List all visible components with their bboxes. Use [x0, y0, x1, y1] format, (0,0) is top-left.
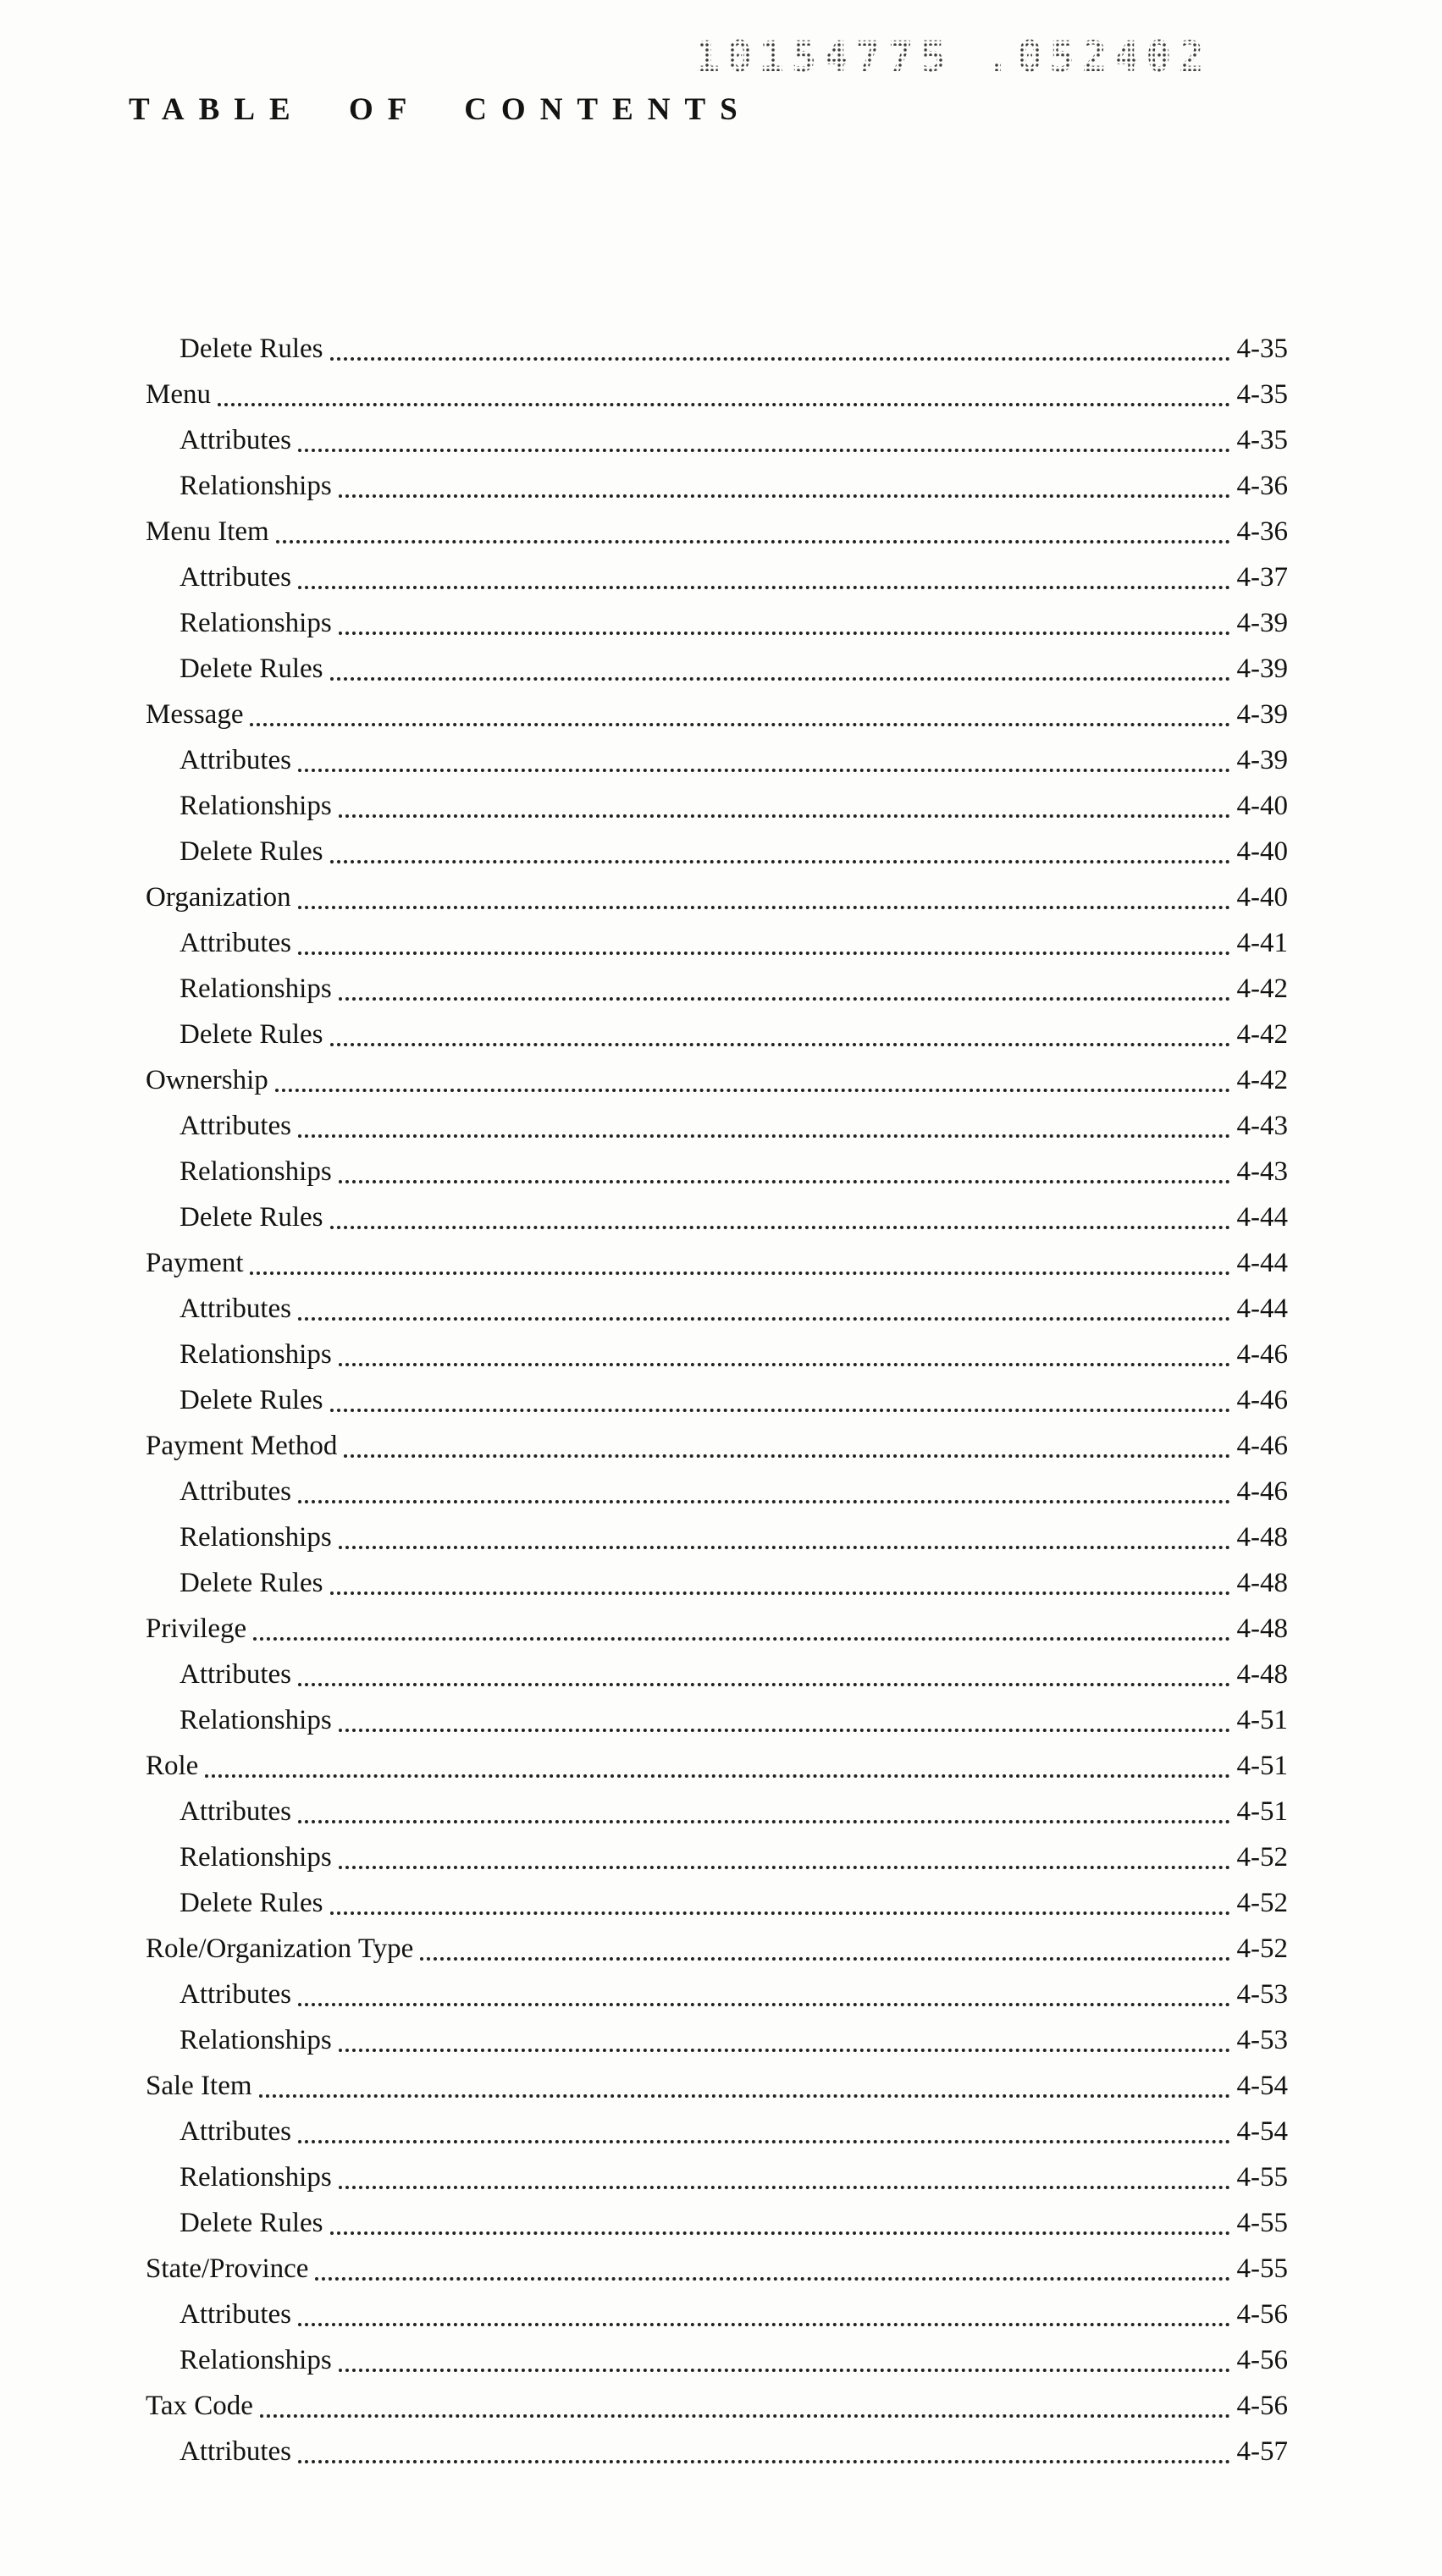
toc-entry-page: 4-46: [1236, 1476, 1288, 1507]
toc-leader-dots: [298, 2323, 1230, 2326]
toc-entry-label: Attributes: [180, 1659, 291, 1690]
toc-entry-page: 4-41: [1236, 928, 1288, 958]
toc-entry-label: Delete Rules: [180, 2208, 323, 2238]
toc-entry-page: 4-48: [1236, 1522, 1288, 1553]
toc-leader-dots: [339, 997, 1230, 1001]
toc-entry-label: Delete Rules: [180, 1202, 323, 1233]
toc-entry-page: 4-39: [1236, 654, 1288, 684]
toc-leader-dots: [298, 1683, 1230, 1686]
toc-entry-page: 4-55: [1236, 2208, 1288, 2238]
toc-entry-page: 4-56: [1236, 2345, 1288, 2375]
toc-entry-page: 4-40: [1236, 882, 1288, 913]
toc-entry-page: 4-46: [1236, 1385, 1288, 1415]
toc-entry: [146, 1880, 1288, 1926]
toc-entry: [146, 554, 1288, 600]
toc-leader-dots: [339, 1180, 1230, 1183]
patent-number-stamp: 10154775 .052402: [694, 32, 1406, 81]
toc-entry: [146, 1926, 1288, 1972]
toc-entry: [146, 2429, 1288, 2474]
toc-entry-label: Delete Rules: [180, 1019, 323, 1050]
toc-entry-page: 4-57: [1236, 2436, 1288, 2467]
toc-entry: [146, 1469, 1288, 1514]
toc-entry-label: Ownership: [146, 1065, 268, 1095]
toc-entry-label: Sale Item: [146, 2071, 252, 2101]
toc-entry-page: 4-40: [1236, 836, 1288, 867]
toc-leader-dots: [339, 2049, 1230, 2052]
toc-entry: [146, 920, 1288, 966]
toc-leader-dots: [298, 1134, 1230, 1138]
toc-entry: [146, 600, 1288, 646]
toc-entry-label: Attributes: [180, 1294, 291, 1324]
toc-entry-label: Menu Item: [146, 516, 269, 547]
toc-leader-dots: [298, 1820, 1230, 1823]
toc-entry: [146, 1834, 1288, 1880]
toc-entry-label: Attributes: [180, 425, 291, 455]
toc-entry-page: 4-44: [1236, 1294, 1288, 1324]
toc-entry: [146, 2337, 1288, 2383]
toc-entry-page: 4-39: [1236, 608, 1288, 638]
toc-entry-label: Relationships: [180, 1339, 332, 1370]
toc-entry: [146, 1012, 1288, 1057]
toc-leader-dots: [330, 2231, 1230, 2235]
toc-leader-dots: [330, 1911, 1230, 1915]
toc-entry: [146, 2246, 1288, 2292]
toc-leader-dots: [298, 1500, 1230, 1503]
toc-leader-dots: [298, 1317, 1230, 1321]
toc-leader-dots: [339, 1866, 1230, 1869]
toc-entry-page: 4-42: [1236, 1065, 1288, 1095]
toc-entry-page: 4-42: [1236, 1019, 1288, 1050]
toc-leader-dots: [339, 1363, 1230, 1366]
toc-entry-label: Privilege: [146, 1613, 247, 1644]
toc-leader-dots: [298, 2140, 1230, 2143]
toc-entry-page: 4-53: [1236, 1979, 1288, 2010]
toc-entry-page: 4-43: [1236, 1156, 1288, 1187]
toc-entry-page: 4-56: [1236, 2391, 1288, 2421]
toc-leader-dots: [276, 540, 1230, 543]
toc-entry-label: Attributes: [180, 2436, 291, 2467]
toc-entry-page: 4-48: [1236, 1659, 1288, 1690]
toc-entry: [146, 737, 1288, 783]
toc-entry: [146, 692, 1288, 737]
toc-entry-label: Relationships: [180, 974, 332, 1004]
toc-entry-page: 4-36: [1236, 516, 1288, 547]
toc-leader-dots: [298, 2460, 1230, 2463]
toc-leader-dots: [260, 2414, 1230, 2418]
toc-entry-label: Attributes: [180, 928, 291, 958]
toc-entry: [146, 1377, 1288, 1423]
toc-entry: [146, 463, 1288, 509]
toc-leader-dots: [339, 1546, 1230, 1549]
toc-leader-dots: [330, 1043, 1230, 1046]
toc-entry-page: 4-56: [1236, 2299, 1288, 2330]
toc-entry-label: Delete Rules: [180, 1385, 323, 1415]
toc-leader-dots: [259, 2094, 1230, 2098]
toc-entry: [146, 1743, 1288, 1789]
toc-leader-dots: [298, 449, 1230, 452]
toc-entry-label: Attributes: [180, 562, 291, 593]
toc-leader-dots: [315, 2277, 1229, 2281]
toc-entry-page: 4-54: [1236, 2116, 1288, 2147]
toc-entry-page: 4-44: [1236, 1248, 1288, 1278]
toc-entry-label: Attributes: [180, 1796, 291, 1827]
toc-entry-label: Relationships: [180, 1156, 332, 1187]
toc-entry: [146, 1194, 1288, 1240]
toc-entry-page: 4-46: [1236, 1339, 1288, 1370]
toc-entry: [146, 1697, 1288, 1743]
toc-entry-label: Relationships: [180, 791, 332, 821]
toc-entry: [146, 2154, 1288, 2200]
toc-entry: [146, 372, 1288, 417]
toc-entry-page: 4-52: [1236, 1888, 1288, 1918]
toc-entry-label: Relationships: [180, 608, 332, 638]
toc-entry-label: Relationships: [180, 2025, 332, 2055]
toc-leader-dots: [205, 1774, 1229, 1778]
toc-entry-label: Role: [146, 1751, 199, 1781]
toc-leader-dots: [339, 1729, 1230, 1732]
toc-entry-page: 4-43: [1236, 1111, 1288, 1141]
toc-leader-dots: [330, 1226, 1230, 1229]
toc-leader-dots: [344, 1454, 1229, 1458]
toc-entry-label: Organization: [146, 882, 291, 913]
toc-entry-label: Payment: [146, 1248, 244, 1278]
toc-entry-page: 4-51: [1236, 1796, 1288, 1827]
toc-leader-dots: [339, 2369, 1230, 2372]
toc-entry-label: Relationships: [180, 1705, 332, 1735]
toc-entry: [146, 646, 1288, 692]
toc-leader-dots: [330, 860, 1230, 863]
toc-entry: [146, 2017, 1288, 2063]
toc-entry-page: 4-44: [1236, 1202, 1288, 1233]
toc-entry: [146, 1103, 1288, 1149]
toc-leader-dots: [339, 494, 1230, 498]
toc-entry: [146, 1240, 1288, 1286]
toc-entry: [146, 2383, 1288, 2429]
toc-entry: [146, 966, 1288, 1012]
toc-entry: [146, 1514, 1288, 1560]
toc-entry-page: 4-52: [1236, 1933, 1288, 1964]
toc-entry: [146, 2109, 1288, 2154]
toc-entry-label: Tax Code: [146, 2391, 253, 2421]
toc-entry-label: Menu: [146, 379, 211, 410]
toc-entry: [146, 1057, 1288, 1103]
toc-entry: [146, 1972, 1288, 2017]
toc-entry-page: 4-53: [1236, 2025, 1288, 2055]
toc-entry-label: Message: [146, 699, 244, 730]
toc-entry-page: 4-35: [1236, 425, 1288, 455]
toc-entry-label: Relationships: [180, 2162, 332, 2193]
toc-leader-dots: [339, 814, 1230, 818]
toc-entry-label: Delete Rules: [180, 1568, 323, 1598]
toc-leader-dots: [275, 1089, 1230, 1092]
toc-entry: [146, 1332, 1288, 1377]
toc-entry-page: 4-55: [1236, 2253, 1288, 2284]
toc-entry-label: Delete Rules: [180, 836, 323, 867]
toc-entry-label: Attributes: [180, 1476, 291, 1507]
toc-leader-dots: [298, 586, 1230, 589]
toc-entry-label: Relationships: [180, 2345, 332, 2375]
toc-list: [146, 326, 1288, 2474]
toc-entry: [146, 1149, 1288, 1194]
toc-entry-page: 4-55: [1236, 2162, 1288, 2193]
toc-entry-label: Attributes: [180, 1979, 291, 2010]
toc-entry-label: Relationships: [180, 1522, 332, 1553]
toc-entry: [146, 829, 1288, 874]
toc-entry-label: Relationships: [180, 471, 332, 501]
toc-entry: [146, 2292, 1288, 2337]
toc-entry: [146, 417, 1288, 463]
toc-entry-label: Delete Rules: [180, 654, 323, 684]
toc-leader-dots: [339, 2186, 1230, 2189]
toc-entry-page: 4-48: [1236, 1613, 1288, 1644]
toc-entry-page: 4-42: [1236, 974, 1288, 1004]
toc-leader-dots: [253, 1637, 1229, 1641]
toc-entry-page: 4-39: [1236, 699, 1288, 730]
toc-leader-dots: [298, 2003, 1230, 2006]
toc-leader-dots: [330, 1591, 1230, 1595]
toc-leader-dots: [420, 1957, 1229, 1961]
page-title: TABLE OF CONTENTS: [129, 92, 752, 127]
toc-entry-page: 4-51: [1236, 1751, 1288, 1781]
toc-entry-page: 4-35: [1236, 334, 1288, 364]
toc-entry-label: Relationships: [180, 1842, 332, 1873]
toc-entry-label: Role/Organization Type: [146, 1933, 414, 1964]
toc-leader-dots: [250, 723, 1229, 726]
toc-entry: [146, 874, 1288, 920]
toc-entry: [146, 326, 1288, 372]
toc-entry-page: 4-46: [1236, 1431, 1288, 1461]
toc-entry: [146, 1606, 1288, 1652]
toc-entry-label: Attributes: [180, 745, 291, 775]
toc-entry-page: 4-54: [1236, 2071, 1288, 2101]
toc-leader-dots: [330, 677, 1230, 681]
toc-entry: [146, 1423, 1288, 1469]
toc-entry-label: State/Province: [146, 2253, 309, 2284]
toc-entry-label: Payment Method: [146, 1431, 338, 1461]
toc-leader-dots: [330, 1409, 1230, 1412]
toc-entry: [146, 1560, 1288, 1606]
toc-leader-dots: [250, 1271, 1229, 1275]
toc-leader-dots: [298, 769, 1230, 772]
toc-leader-dots: [330, 357, 1230, 361]
toc-leader-dots: [218, 403, 1230, 406]
toc-entry-page: 4-40: [1236, 791, 1288, 821]
toc-entry: [146, 783, 1288, 829]
toc-entry-page: 4-51: [1236, 1705, 1288, 1735]
toc-entry-page: 4-36: [1236, 471, 1288, 501]
toc-entry-page: 4-52: [1236, 1842, 1288, 1873]
toc-entry-page: 4-35: [1236, 379, 1288, 410]
toc-entry-label: Delete Rules: [180, 334, 323, 364]
toc-entry: [146, 2200, 1288, 2246]
toc-entry-page: 4-37: [1236, 562, 1288, 593]
toc-entry: [146, 1286, 1288, 1332]
toc-entry-label: Attributes: [180, 2299, 291, 2330]
toc-entry: [146, 2063, 1288, 2109]
toc-entry: [146, 1652, 1288, 1697]
toc-entry-label: Attributes: [180, 2116, 291, 2147]
toc-entry-page: 4-48: [1236, 1568, 1288, 1598]
toc-leader-dots: [298, 952, 1230, 955]
toc-leader-dots: [339, 632, 1230, 635]
toc-entry-page: 4-39: [1236, 745, 1288, 775]
toc-entry: [146, 509, 1288, 554]
toc-leader-dots: [298, 906, 1230, 909]
toc-entry-label: Attributes: [180, 1111, 291, 1141]
toc-entry-label: Delete Rules: [180, 1888, 323, 1918]
toc-entry: [146, 1789, 1288, 1834]
